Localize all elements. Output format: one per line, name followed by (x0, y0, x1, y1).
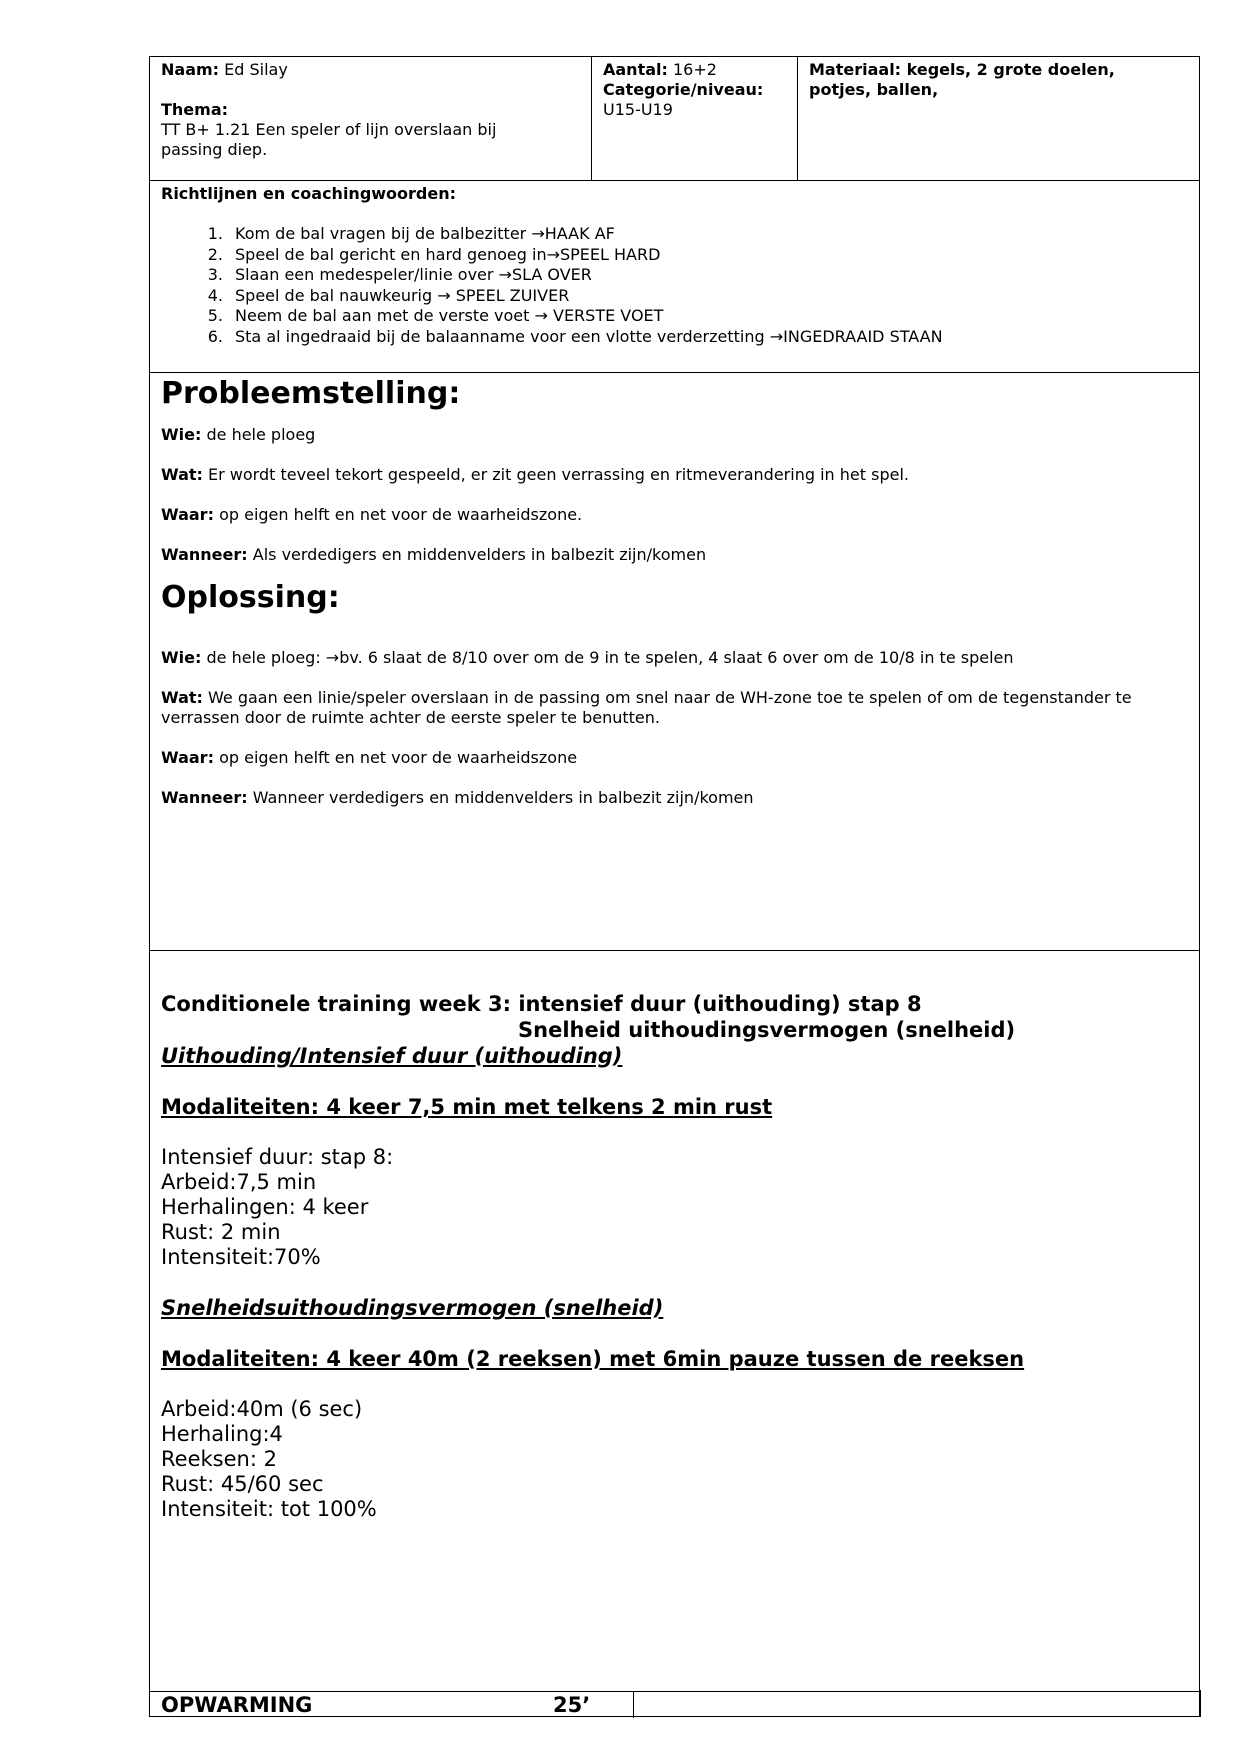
footer-time: 25’ (553, 1693, 591, 1717)
header-naam-cell (161, 60, 581, 160)
wanneer-text: Wanneer verdedigers en middenvelders in balbezit zijn/komen (252, 788, 754, 807)
oplossing-wat (161, 688, 1181, 728)
materiaal-label: Materiaal: kegels, 2 grote doelen, potjes, ballen, (809, 60, 1115, 99)
conditie-title-line2: Snelheid uithoudingsvermogen (snelheid) (518, 1018, 1016, 1042)
richtlijn-text: Slaan een medespeler/linie over →SLA OVER (235, 265, 592, 284)
conditie-list1 (161, 1145, 1191, 1270)
naam-value: Ed Silay (224, 60, 288, 79)
conditie-line: Intensiteit: tot 100% (161, 1497, 377, 1521)
header-materiaal-cell (809, 60, 1149, 100)
aantal-value: 16+2 (673, 60, 717, 79)
probleem-wanneer (161, 545, 1181, 565)
richtlijn-item (161, 245, 1181, 266)
divider (591, 57, 592, 180)
lesson-sheet-table (149, 56, 1200, 1717)
wat-label: Wat: (161, 465, 203, 484)
conditie-sub2: Snelheidsuithoudingsvermogen (snelheid) (161, 1296, 664, 1320)
richtlijn-text: Kom de bal vragen bij de balbezitter →HAAK AF (235, 224, 615, 243)
divider (1200, 1690, 1201, 1717)
richtlijnen-list (161, 224, 1181, 347)
richtlijn-text: Speel de bal gericht en hard genoeg in→SPEEL HARD (235, 244, 661, 264)
conditie-line: Herhaling:4 (161, 1422, 283, 1446)
oplossing-waar (161, 748, 1181, 768)
conditie-mod2: Modaliteiten: 4 keer 40m (2 reeksen) met 6min pauze tussen de reeksen (161, 1347, 1025, 1371)
divider (150, 1691, 1199, 1692)
divider (150, 950, 1199, 951)
wanneer-label: Wanneer: (161, 788, 248, 807)
richtlijnen-section (161, 184, 1181, 347)
conditie-list2 (161, 1397, 1191, 1522)
richtlijn-text: Speel de bal nauwkeurig → SPEEL ZUIVER (235, 285, 570, 305)
wie-text: de hele ploeg (206, 425, 316, 444)
naam-label: Naam: (161, 60, 220, 79)
richtlijn-number: 4. (207, 285, 223, 305)
conditie-line: Rust: 45/60 sec (161, 1472, 324, 1496)
wat-text: Er wordt teveel tekort gespeeld, er zit geen verrassing en ritmeverandering in het spel. (208, 465, 909, 484)
richtlijn-text: Neem de bal aan met de verste voet → VERSTE VOET (235, 306, 664, 325)
richtlijn-number: 2. (207, 244, 223, 264)
categorie-label: Categorie/niveau: (603, 80, 764, 99)
conditie-section (161, 991, 1191, 1522)
wat-text: We gaan een linie/speler overslaan in de passing om snel naar de WH-zone toe te spelen of om de tegenstander te verrassen door de ruimte achter de eerste speler te benutten. (161, 688, 1132, 727)
thema-label: Thema: (161, 100, 229, 119)
divider (633, 1691, 634, 1718)
footer-label: OPWARMING (161, 1693, 313, 1717)
wanneer-label: Wanneer: (161, 545, 248, 564)
richtlijn-item (161, 224, 1181, 245)
wie-label: Wie: (161, 425, 202, 444)
richtlijn-number: 1. (207, 224, 223, 243)
oplossing-wanneer (161, 788, 1181, 808)
richtlijn-item (161, 265, 1181, 286)
waar-label: Waar: (161, 505, 214, 524)
conditie-title-line1: Conditionele training week 3: intensief duur (uithouding) stap 8 (161, 992, 922, 1016)
conditie-line: Arbeid:7,5 min (161, 1170, 317, 1194)
richtlijn-number: 3. (207, 265, 223, 284)
wanneer-text: Als verdedigers en middenvelders in balbezit zijn/komen (252, 545, 707, 564)
categorie-value: U15-U19 (603, 100, 673, 119)
conditie-sub1: Uithouding/Intensief duur (uithouding) (161, 1044, 623, 1068)
waar-text: op eigen helft en net voor de waarheidszone. (219, 505, 583, 524)
richtlijn-item (161, 306, 1181, 327)
probleem-wie (161, 425, 1181, 445)
conditie-line: Herhalingen: 4 keer (161, 1195, 369, 1219)
conditie-line: Arbeid:40m (6 sec) (161, 1397, 363, 1421)
aantal-label: Aantal: (603, 60, 668, 79)
richtlijnen-title: Richtlijnen en coachingwoorden: (161, 184, 457, 203)
conditie-line: Intensiteit:70% (161, 1245, 321, 1269)
conditie-mod1: Modaliteiten: 4 keer 7,5 min met telkens 2 min rust (161, 1095, 773, 1119)
probleem-title: Probleemstelling: (161, 376, 461, 411)
richtlijn-item (161, 286, 1181, 307)
richtlijn-number: 6. (207, 326, 223, 346)
probleem-wat (161, 465, 1181, 485)
wie-label: Wie: (161, 648, 202, 667)
richtlijn-item (161, 327, 1181, 348)
probleem-waar (161, 505, 1181, 525)
divider (150, 372, 1199, 373)
header-aantal-cell (603, 60, 793, 120)
conditie-line: Intensief duur: stap 8: (161, 1145, 394, 1169)
probleem-section (161, 376, 1181, 808)
waar-label: Waar: (161, 748, 214, 767)
wie-text: de hele ploeg: →bv. 6 slaat de 8/10 over om de 9 in te spelen, 4 slaat 6 over om de 10/8 in te spelen (206, 648, 1014, 667)
richtlijn-number: 5. (207, 306, 223, 325)
conditie-line: Rust: 2 min (161, 1220, 281, 1244)
wat-label: Wat: (161, 688, 203, 707)
waar-text: op eigen helft en net voor de waarheidszone (219, 748, 578, 767)
conditie-line: Reeksen: 2 (161, 1447, 277, 1471)
divider (150, 180, 1199, 181)
oplossing-wie (161, 648, 1181, 668)
oplossing-title: Oplossing: (161, 580, 340, 615)
thema-value: TT B+ 1.21 Een speler of lijn overslaan bij passing diep. (161, 120, 497, 159)
richtlijn-text: Sta al ingedraaid bij de balaanname voor een vlotte verderzetting →INGEDRAAID STAAN (235, 326, 943, 346)
divider (797, 57, 798, 180)
